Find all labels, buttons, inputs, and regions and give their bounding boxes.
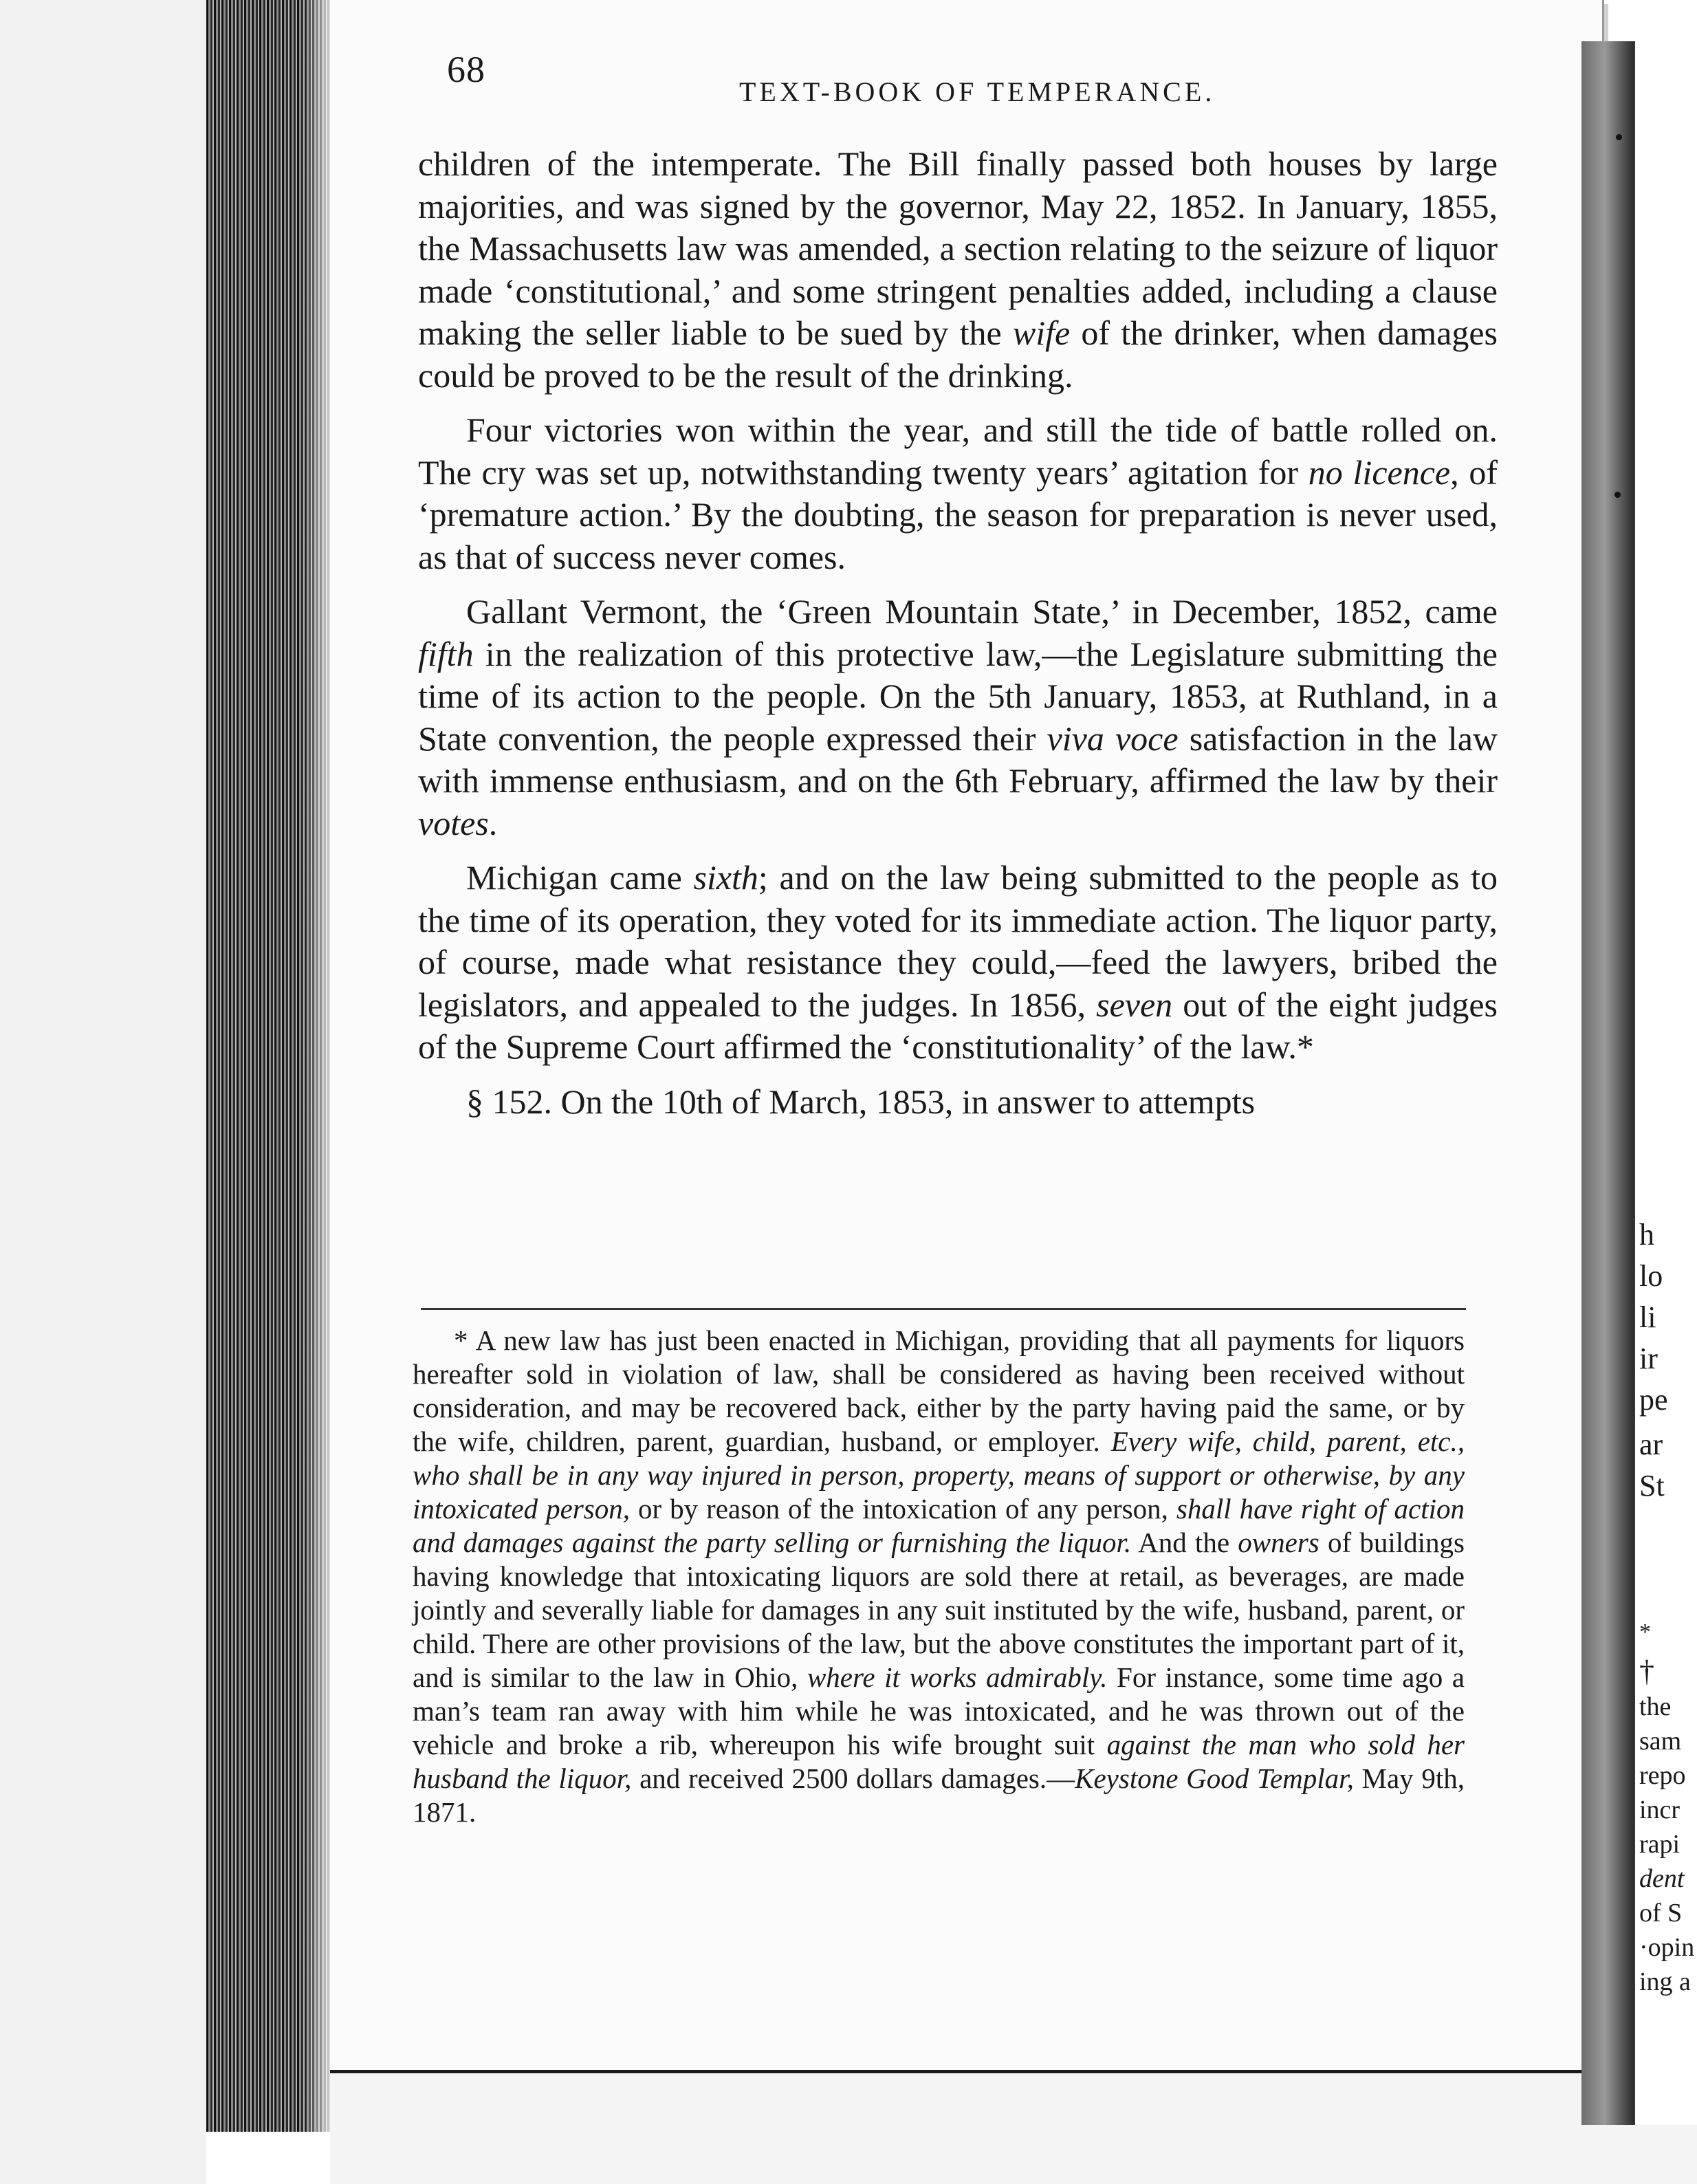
italic-run: viva voce bbox=[1047, 719, 1179, 758]
text-run: ; and on the law being submitted to the people as to the time of its operation, they voted for its immediate action. The liquor party, of course, made what resistance they could,—feed the lawyers, bribed the legislators, and appealed to the judges. In 1856, bbox=[418, 858, 1498, 1024]
paragraph-2 bbox=[418, 409, 1498, 578]
section-152-paragraph: § 152. On the 10th of March, 1853, in answer to attempts bbox=[466, 1082, 1256, 1121]
facing-page-fragment: the bbox=[1639, 1692, 1672, 1721]
page-number: 68 bbox=[447, 49, 485, 90]
text-run: or by reason of the intoxication of any person, bbox=[630, 1493, 1176, 1525]
paragraph-1 bbox=[418, 143, 1498, 397]
italic-run: sixth bbox=[693, 858, 758, 897]
facing-page-fragment: † bbox=[1639, 1655, 1654, 1688]
text-run: For instance, some time ago a man’s team ran away with him while he was intoxicated, and he was thrown out of the vehicle and broke a rib, whereupon his wife brought suit bbox=[413, 1661, 1465, 1760]
text-run: of the drinker, when damages could be proved to be the result of the drinking. bbox=[418, 314, 1498, 395]
facing-page-fragment: pe bbox=[1639, 1383, 1668, 1417]
paragraph-3 bbox=[418, 591, 1498, 844]
text-run: Four victories won within the year, and still the tide of battle rolled on. The cry was set up, notwithstanding twenty years’ agitation for bbox=[418, 411, 1498, 492]
text-run: Gallant Vermont, the ‘Green Mountain State,’ in December, 1852, came bbox=[466, 592, 1498, 631]
text-run: , of ‘premature action.’ By the doubting, the season for preparation is never used, as that of success never comes. bbox=[418, 452, 1498, 576]
facing-page-fragment: ir bbox=[1639, 1342, 1658, 1375]
italic-run: Every wife, child, parent, etc., who shall be in any way injured in person, property, means of support or otherwise, by any intoxicated person, bbox=[413, 1426, 1465, 1525]
text-run: Michigan came bbox=[466, 858, 694, 897]
text-run: out of the eight judges of the Supreme Court affirmed the ‘constitutionality’ of the law.* bbox=[418, 985, 1498, 1066]
text-run: May 9th, 1871. bbox=[413, 1762, 1465, 1828]
gutter-mark bbox=[1616, 134, 1622, 140]
facing-page-gutter bbox=[1581, 41, 1633, 2125]
italic-run: wife bbox=[1012, 314, 1071, 352]
facing-page-fragment: incr bbox=[1639, 1795, 1680, 1824]
text-run: and received 2500 dollars damages.— bbox=[631, 1762, 1075, 1794]
facing-page-fragment: li bbox=[1639, 1300, 1656, 1334]
facing-page-fragment: ·opin bbox=[1639, 1933, 1695, 1962]
italic-run: votes bbox=[418, 803, 489, 842]
paragraph-4 bbox=[418, 857, 1498, 1069]
facing-page-fragment: ing a bbox=[1639, 1967, 1691, 1996]
text-run: in the realization of this protective law,—the Legislature submitting the time of its action to the people. On the 5th January, 1853, at Ruthland, in a State convention, the people expressed their bbox=[418, 634, 1498, 758]
facing-page-fragment: h bbox=[1639, 1218, 1654, 1252]
facing-page-fragment: sam bbox=[1639, 1727, 1682, 1756]
italic-run: Keystone Good Templar, bbox=[1075, 1762, 1354, 1794]
italic-run: no licence bbox=[1308, 452, 1451, 492]
facing-page-fragment: lo bbox=[1639, 1259, 1663, 1293]
facing-page-fragment: * bbox=[1639, 1619, 1651, 1645]
italic-run: seven bbox=[1096, 985, 1173, 1024]
gutter-mark bbox=[1614, 492, 1621, 498]
text-run: . bbox=[488, 803, 498, 842]
facing-page-fragment: St bbox=[1639, 1469, 1665, 1503]
footnote bbox=[413, 1324, 1465, 1829]
italic-run: owners bbox=[1238, 1527, 1320, 1558]
facing-page-fragment: of S bbox=[1639, 1899, 1683, 1928]
facing-page bbox=[1633, 41, 1697, 2125]
italic-run: against the man who sold her husband the liquor, bbox=[413, 1729, 1465, 1794]
left-margin bbox=[0, 0, 206, 2184]
facing-page-fragment: repo bbox=[1639, 1761, 1686, 1790]
text-run: of buildings having knowledge that intoxicating liquors are sold there at retail, as beverages, are made jointly and severally liable for damages in any suit instituted by the wife, husband, parent, or child. There are other provisions of the law, but the above constitutes the important part of it, and is similar to the law in Ohio, bbox=[413, 1527, 1465, 1693]
italic-run: shall have right of action and damages against the party selling or furnishing the liquor. bbox=[413, 1493, 1465, 1558]
facing-page-fragment: ar bbox=[1639, 1428, 1663, 1461]
text-run: satisfaction in the law with immense enthusiasm, and on the 6th February, affirmed the law by their bbox=[418, 719, 1498, 800]
text-run: And the bbox=[1131, 1527, 1238, 1558]
italic-run: fifth bbox=[418, 634, 474, 673]
body-text bbox=[418, 143, 1498, 1123]
text-run: * A new law has just been enacted in Michigan, providing that all payments for liquors hereafter sold in violation of law, shall be considered as having been received without consideration, and may be recovered back, either by the party having paid the same, or by the wife, children, parent, guardian, husband, or employer. bbox=[413, 1324, 1465, 1457]
text-run: children of the intemperate. The Bill finally passed both houses by large majorities, and was signed by the governor, May 22, 1852. In January, 1855, the Massachusetts law was amended, a section relating to the seizure of liquor made ‘constitutional,’ and some stringent penalties added, including a clause making the seller liable to be sued by the bbox=[418, 144, 1498, 352]
facing-page-fragment: rapi bbox=[1639, 1830, 1680, 1859]
bottom-margin bbox=[330, 2073, 1697, 2184]
facing-page-fragment: dent bbox=[1639, 1864, 1685, 1893]
italic-run: where it works admirably. bbox=[807, 1661, 1108, 1693]
footnote-divider bbox=[421, 1308, 1466, 1310]
running-title: TEXT-BOOK OF TEMPERANCE. bbox=[739, 76, 1216, 107]
